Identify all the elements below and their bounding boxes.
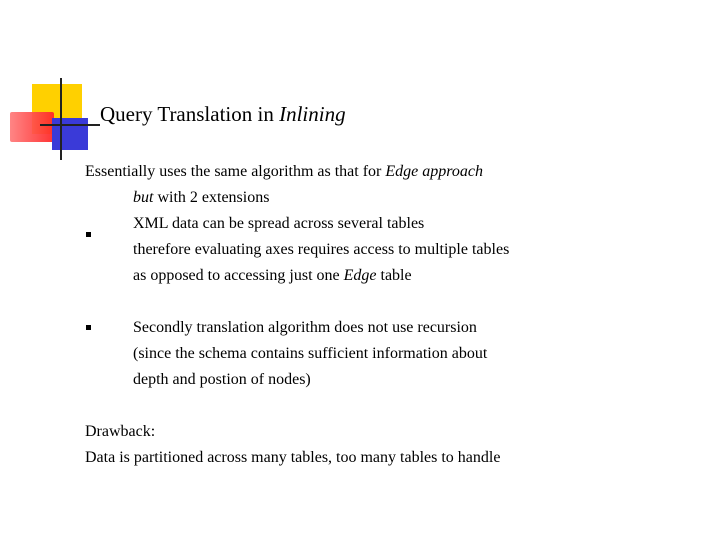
intro-line-1-italic: Edge approach (385, 163, 483, 180)
blue-square (52, 118, 88, 150)
intro-line-2 (133, 185, 269, 211)
title-prefix: Query Translation in (100, 102, 280, 126)
bullet-2-line-2: (since the schema contains sufficient information about (133, 345, 488, 362)
intro-line-1-text: Essentially uses the same algorithm as that for (85, 163, 386, 180)
intro-line-1 (85, 159, 483, 185)
slide-logo-decoration (0, 0, 100, 170)
drawback-text: Data is partitioned across many tables, too many tables to handle (85, 449, 501, 466)
vertical-line (60, 78, 62, 160)
red-square (10, 112, 54, 142)
drawback-label: Drawback: (85, 423, 156, 440)
title-italic: Inlining (279, 102, 346, 126)
intro-line-2-italic: but (133, 189, 154, 206)
slide-title (100, 102, 346, 127)
bullet-2-line-3: depth and postion of nodes) (133, 371, 311, 388)
bullet-1-line-3 (133, 263, 412, 289)
intro-line-2-text: with 2 extensions (153, 189, 270, 206)
bullet-marker (86, 325, 91, 330)
bullet-1-line-3-italic: Edge (343, 267, 377, 284)
bullet-1-line-3-prefix: as opposed to accessing just one (133, 267, 344, 284)
bullet-1-line-2: therefore evaluating axes requires access to multiple tables (133, 241, 510, 258)
bullet-1-line-3-suffix: table (376, 267, 412, 284)
bullet-1-line-1: XML data can be spread across several tables (133, 215, 425, 232)
bullet-marker (86, 232, 91, 237)
bullet-2-line-1: Secondly translation algorithm does not use recursion (133, 319, 477, 336)
horizontal-line (40, 124, 100, 126)
